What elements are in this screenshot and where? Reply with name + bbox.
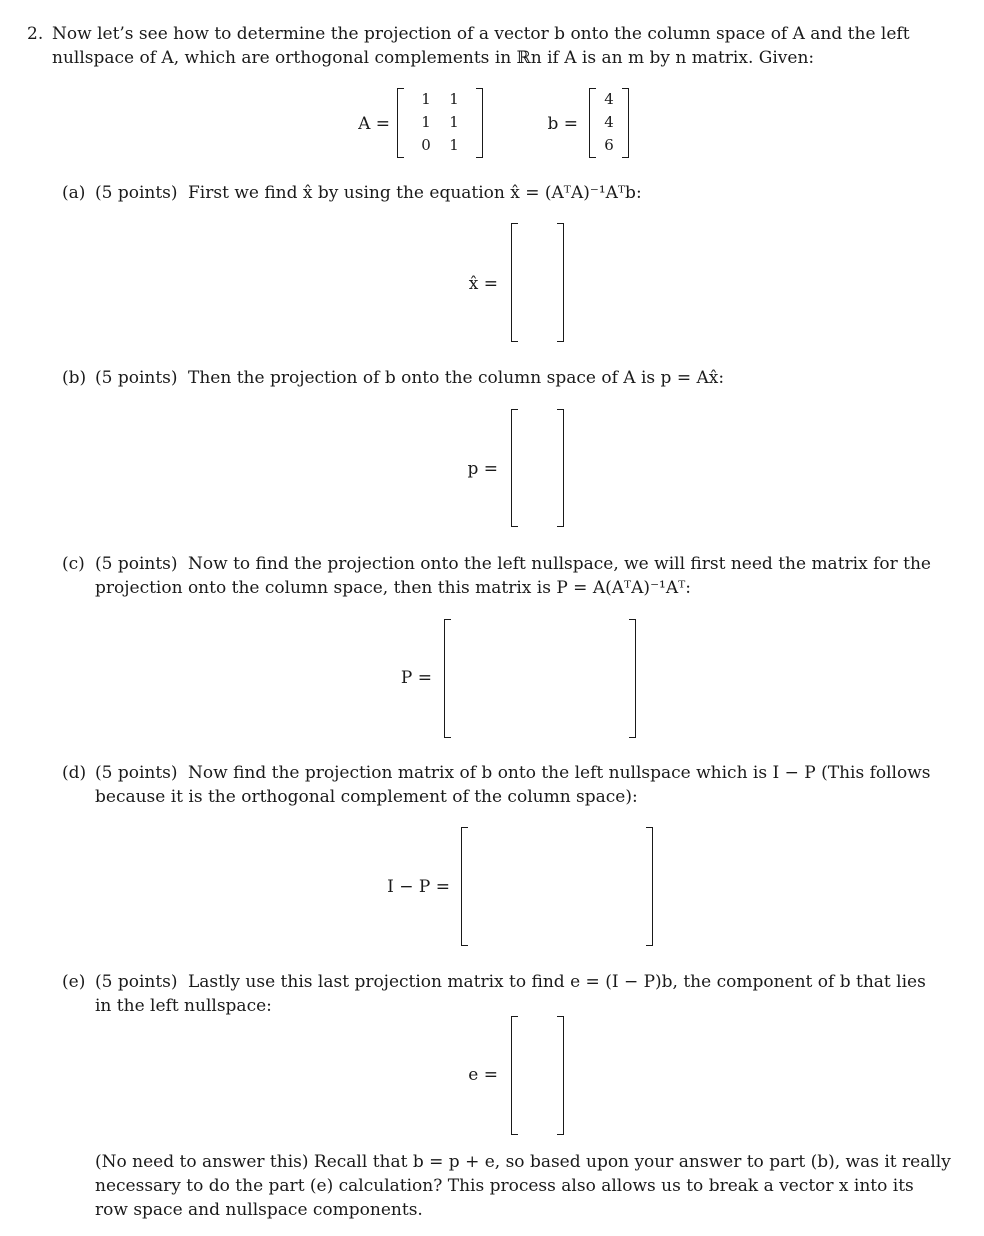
part-e-line-1: Lastly use this last projection matrix to find e = (I − P)b, the component of b that lies — [188, 972, 926, 992]
part-d-line-2: because it is the orthogonal complement of the column space): — [95, 787, 638, 807]
part-e-line-2: in the left nullspace: — [95, 996, 272, 1016]
part-d-answer-box[interactable] — [461, 828, 653, 945]
part-e-tag: (e) — [62, 972, 86, 992]
part-c-answer-box[interactable] — [444, 620, 636, 737]
part-e-answer-label: e = — [468, 1065, 498, 1085]
matrix-a-cell: 0 — [421, 136, 431, 154]
part-a-answer-label: x̂ = — [468, 274, 498, 294]
matrix-a-cell: 1 — [449, 113, 459, 131]
part-c-line-2: projection onto the column space, then this matrix is P = A(AᵀA)⁻¹Aᵀ: — [95, 578, 691, 598]
vector-b — [589, 89, 629, 157]
part-e-points: (5 points) — [95, 972, 178, 992]
vector-b-label: b = — [547, 114, 578, 134]
part-a-points: (5 points) — [95, 183, 178, 203]
part-c-answer-label: P = — [400, 668, 432, 688]
closing-line-3: row space and nullspace components. — [95, 1200, 423, 1220]
closing-line-2: necessary to do the part (e) calculation? This process also allows us to break a vector x into its — [95, 1176, 914, 1196]
part-a-text: First we find x̂ by using the equation x̂ = (AᵀA)⁻¹Aᵀb: — [188, 183, 642, 203]
vector-b-cell: 6 — [604, 136, 614, 154]
part-b-answer-label: p = — [467, 459, 498, 479]
problem-number: 2. — [27, 24, 44, 44]
matrix-a-cell: 1 — [449, 90, 459, 108]
matrix-a-cell: 1 — [421, 90, 431, 108]
part-b-text: Then the projection of b onto the column space of A is p = Ax̂: — [188, 368, 725, 388]
part-c-line-1: Now to find the projection onto the left nullspace, we will first need the matrix for the — [188, 554, 931, 574]
intro-line-1: Now let’s see how to determine the projection of a vector b onto the column space of A and the left — [52, 24, 910, 44]
part-c-tag: (c) — [62, 554, 85, 574]
matrix-a-cell: 1 — [449, 136, 459, 154]
matrix-a-label: A = — [358, 114, 390, 134]
part-b-answer-box[interactable] — [511, 410, 564, 526]
part-c-points: (5 points) — [95, 554, 178, 574]
part-b-tag: (b) — [62, 368, 87, 388]
part-d-tag: (d) — [62, 763, 87, 783]
part-d-answer-label: I − P = — [387, 877, 450, 897]
part-a-answer-box[interactable] — [511, 224, 564, 341]
intro-line-2: nullspace of A, which are orthogonal complements in ℝn if A is an m by n matrix. Given: — [52, 48, 815, 68]
vector-b-cell: 4 — [604, 90, 614, 108]
part-d-points: (5 points) — [95, 763, 178, 783]
matrix-a-cell: 1 — [421, 113, 431, 131]
vector-b-cell: 4 — [604, 113, 614, 131]
part-a-tag: (a) — [62, 183, 86, 203]
part-b-points: (5 points) — [95, 368, 178, 388]
part-d-line-1: Now find the projection matrix of b onto the left nullspace which is I − P (This follows — [188, 763, 931, 783]
part-e-answer-box[interactable] — [511, 1017, 564, 1134]
closing-line-1: (No need to answer this) Recall that b = p + e, so based upon your answer to part (b), was it really — [95, 1152, 951, 1172]
